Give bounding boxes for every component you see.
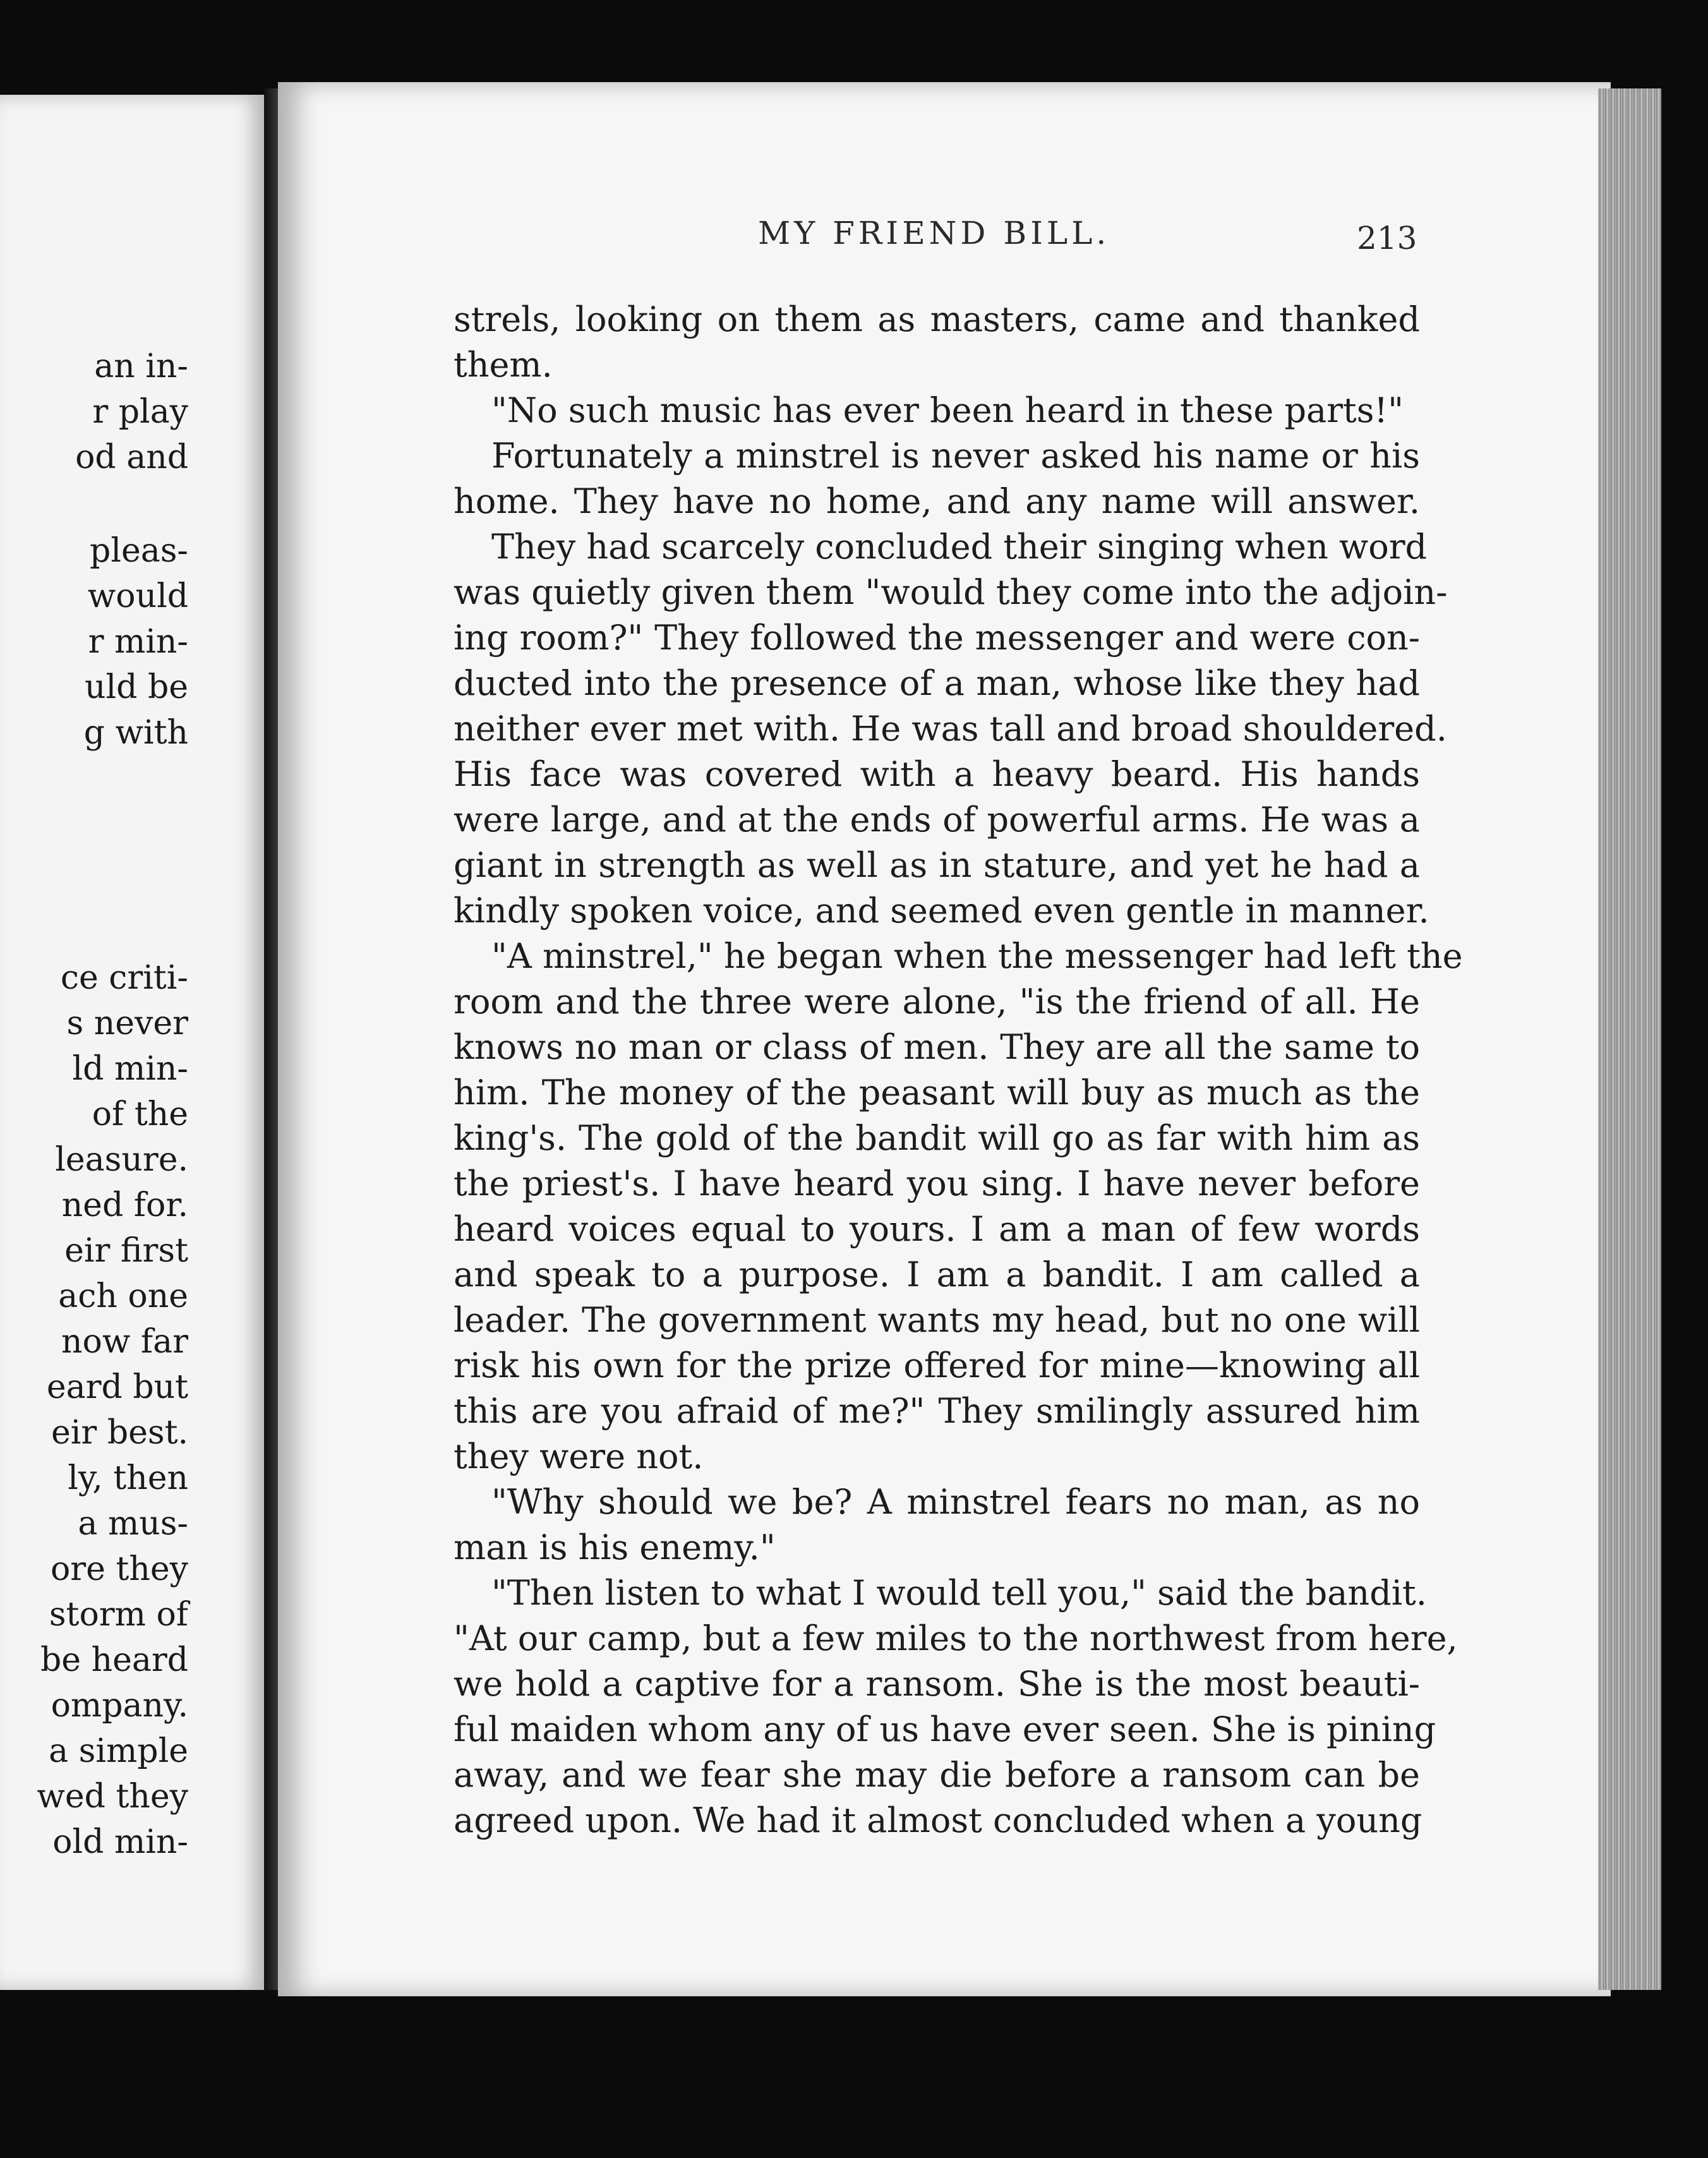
left-line: be heard bbox=[40, 1641, 188, 1679]
left-line: g with bbox=[83, 714, 188, 752]
text-line: and speak to a purpose. I am a bandit. I am called a bbox=[454, 1255, 1420, 1294]
text-line: Fortunately a minstrel is never asked his name or his bbox=[491, 436, 1420, 476]
text-line: neither ever met with. He was tall and broad shouldered. bbox=[454, 709, 1447, 749]
text-line: They had scarcely concluded their singing when word bbox=[491, 527, 1428, 567]
text-line: the priest's. I have heard you sing. I have never before bbox=[454, 1164, 1420, 1203]
left-line: ore they bbox=[50, 1550, 188, 1588]
text-line: "At our camp, but a few miles to the northwest from here, bbox=[454, 1618, 1458, 1658]
text-line: this are you afraid of me?" They smilingly assured him bbox=[454, 1391, 1420, 1431]
text-line: leader. The government wants my head, but no one will bbox=[454, 1300, 1420, 1340]
text-line: they were not. bbox=[454, 1437, 704, 1476]
left-line: pleas- bbox=[90, 532, 188, 570]
left-line: of the bbox=[92, 1095, 188, 1133]
page-number: 213 bbox=[1357, 220, 1417, 256]
left-line: wed they bbox=[37, 1778, 188, 1816]
left-line: ach one bbox=[58, 1277, 188, 1315]
left-line: storm of bbox=[49, 1596, 188, 1634]
text-line: risk his own for the prize offered for mine—knowing all bbox=[454, 1346, 1420, 1385]
running-head: MY FRIEND BILL. bbox=[758, 215, 1110, 251]
text-line: man is his enemy." bbox=[454, 1528, 776, 1567]
text-line: strels, looking on them as masters, came and thanked bbox=[454, 299, 1420, 339]
left-line: leasure. bbox=[55, 1141, 188, 1179]
text-line: home. They have no home, and any name will answer. bbox=[454, 481, 1420, 521]
text-line: king's. The gold of the bandit will go as far with him as bbox=[454, 1118, 1420, 1158]
text-line: them. bbox=[454, 345, 553, 385]
left-line: a mus- bbox=[78, 1505, 188, 1543]
left-line: eir best. bbox=[51, 1414, 188, 1452]
text-line: "Why should we be? A minstrel fears no man, as no bbox=[491, 1482, 1420, 1522]
text-line: kindly spoken voice, and seemed even gentle in manner. bbox=[454, 891, 1429, 931]
text-line: ducted into the presence of a man, whose like they had bbox=[454, 663, 1420, 703]
text-line: we hold a captive for a ransom. She is the most beauti- bbox=[454, 1664, 1420, 1704]
left-line: a simple bbox=[49, 1732, 188, 1770]
left-line: would bbox=[87, 577, 188, 615]
text-line: agreed upon. We had it almost concluded when a young bbox=[454, 1800, 1422, 1840]
left-line: ompany. bbox=[51, 1687, 188, 1725]
left-line: ce criti- bbox=[60, 959, 188, 997]
left-line: now far bbox=[61, 1323, 188, 1361]
text-line: "Then listen to what I would tell you," said the bandit. bbox=[491, 1573, 1427, 1613]
left-line: s never bbox=[66, 1004, 188, 1042]
text-line: were large, and at the ends of powerful arms. He was a bbox=[454, 800, 1420, 840]
text-line: "A minstrel," he began when the messenger had left the bbox=[491, 936, 1463, 976]
text-line: "No such music has ever been heard in these parts!" bbox=[491, 390, 1404, 430]
left-line: r play bbox=[92, 393, 188, 431]
page-edges bbox=[1598, 88, 1661, 1990]
left-line: r min- bbox=[88, 623, 188, 661]
text-line: His face was covered with a heavy beard. His hands bbox=[454, 754, 1420, 794]
left-line: an in- bbox=[94, 347, 188, 385]
text-line: ful maiden whom any of us have ever seen. She is pining bbox=[454, 1709, 1436, 1749]
left-line: old min- bbox=[52, 1823, 188, 1861]
left-line: ly, then bbox=[68, 1459, 188, 1497]
left-line: od and bbox=[75, 438, 188, 476]
left-line: uld be bbox=[85, 668, 188, 706]
text-line: away, and we fear she may die before a ransom can be bbox=[454, 1755, 1420, 1795]
previous-page bbox=[0, 95, 264, 1990]
text-line: him. The money of the peasant will buy as much as the bbox=[454, 1073, 1420, 1112]
left-line: ned for. bbox=[61, 1186, 188, 1224]
text-line: heard voices equal to yours. I am a man of few words bbox=[454, 1209, 1420, 1249]
text-line: knows no man or class of men. They are all the same to bbox=[454, 1027, 1420, 1067]
text-line: giant in strength as well as in stature, and yet he had a bbox=[454, 845, 1420, 885]
left-line: eard but bbox=[46, 1368, 188, 1406]
text-line: room and the three were alone, "is the friend of all. He bbox=[454, 982, 1420, 1022]
text-line: was quietly given them "would they come into the adjoin- bbox=[454, 572, 1448, 612]
left-line: ld min- bbox=[72, 1050, 188, 1088]
left-line: eir first bbox=[64, 1232, 188, 1270]
text-line: ing room?" They followed the messenger and were con- bbox=[454, 618, 1420, 658]
